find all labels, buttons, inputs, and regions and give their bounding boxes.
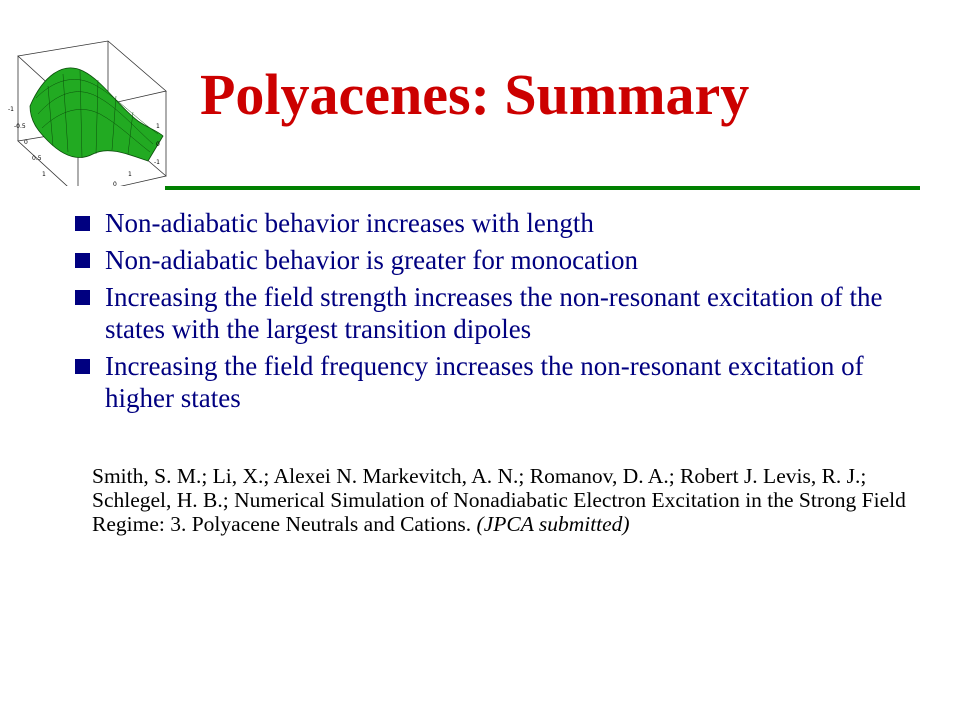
reference-text: Smith, S. M.; Li, X.; Alexei N. Markevitch, A. N.; Romanov, D. A.; Robert J. Levis, R. J.; Schlegel, H. B.; Numerical Simulation of Nonadiabatic Electron Excitation in the Strong Field Regime: 3. Polyacene Neutrals and Cations.: [92, 464, 906, 536]
svg-text:1: 1: [156, 123, 160, 130]
submission-status: (JPCA submitted): [476, 512, 630, 536]
bullet-text: Non-adiabatic behavior increases with length: [105, 208, 594, 238]
3d-surface-plot-icon: [8, 36, 176, 186]
svg-text:1: 1: [128, 171, 132, 178]
bullet-item: [75, 244, 935, 276]
bullet-item: [75, 281, 935, 345]
bullet-text: Non-adiabatic behavior is greater for monocation: [105, 245, 639, 275]
bullet-item: [75, 350, 935, 414]
square-bullet-icon: [75, 359, 90, 374]
reference-citation: [92, 464, 922, 536]
bullet-list: [75, 207, 935, 419]
svg-text:0: 0: [24, 139, 28, 146]
bullet-text: Increasing the field frequency increases the non-resonant excitation of higher states: [105, 351, 864, 413]
svg-text:1: 1: [42, 171, 46, 178]
square-bullet-icon: [75, 216, 90, 231]
square-bullet-icon: [75, 290, 90, 305]
bullet-item: [75, 207, 935, 239]
slide-title: Polyacenes: Summary: [200, 62, 750, 127]
svg-text:-0.5: -0.5: [14, 123, 26, 130]
bullet-text: Increasing the field strength increases the non-resonant excitation of the states with the largest transition dipoles: [105, 282, 883, 344]
svg-text:0: 0: [113, 181, 117, 186]
svg-text:-1: -1: [8, 106, 14, 113]
title-divider: [165, 186, 920, 190]
svg-text:0: 0: [156, 141, 160, 148]
square-bullet-icon: [75, 253, 90, 268]
svg-text:-1: -1: [154, 159, 160, 166]
svg-text:0.5: 0.5: [32, 155, 42, 162]
